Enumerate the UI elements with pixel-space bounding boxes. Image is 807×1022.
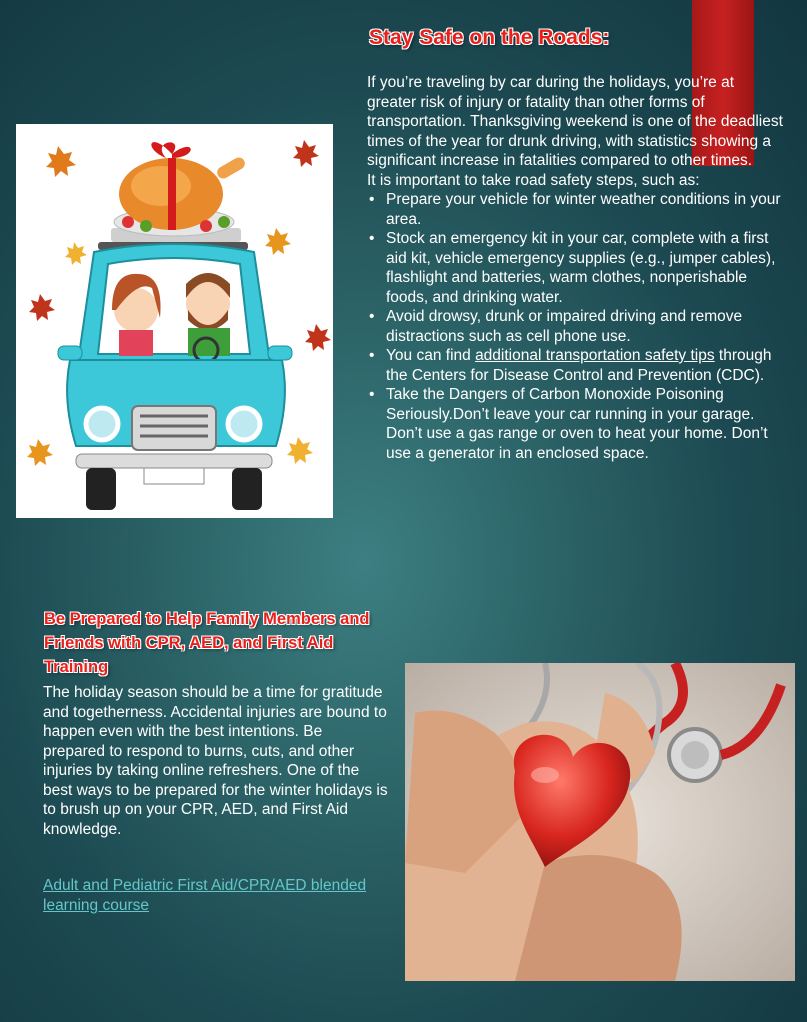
list-item: • Prepare your vehicle for winter weather conditions in your area. — [367, 190, 787, 229]
cpr-section-body: The holiday season should be a time for gratitude and togetherness. Accidental injuries are bound to happen even with the best intentions. Be prepared to respond to burns, cuts, and other injuries by taking online refreshers. One of the best ways to be prepared for the winter holidays is to brush up on your CPR, AED, and First Aid knowledge. — [43, 684, 388, 838]
list-item — [367, 346, 787, 385]
first-aid-course-link[interactable]: Adult and Pediatric First Aid/CPR/AED blended learning course — [43, 877, 367, 914]
car-illustration — [16, 124, 333, 518]
list-item: • Avoid drowsy, drunk or impaired driving and remove distractions such as cell phone use. — [367, 307, 787, 346]
road-safety-intro: If you’re traveling by car during the holidays, you’re at greater risk of injury or fatality than other forms of transportation. Thanksgiving weekend is one of the deadliest times of the year for drunk driving, with statistics showing a significant increase in fatalities compared to other times. — [367, 74, 783, 169]
car-illustration-svg — [16, 124, 333, 518]
road-safety-body — [367, 73, 787, 463]
road-safety-title: Stay Safe on the Roads: — [369, 26, 610, 49]
hands-heart-photo-svg — [405, 663, 795, 981]
transportation-safety-tips-link[interactable]: additional transportation safety tips — [475, 347, 715, 364]
list-item: • Take the Dangers of Carbon Monoxide Poisoning Seriously.Don’t leave your car running in your garage. Don’t use a gas range or oven to heat your home. Don’t use a generator in an enclosed space. — [367, 385, 787, 463]
cpr-section-title: Be Prepared to Help Family Members and Friends with CPR, AED, and First Aid Training — [44, 610, 370, 676]
road-safety-list — [367, 190, 787, 463]
hands-heart-photo — [405, 663, 795, 981]
car-icon — [58, 244, 292, 510]
bullet-text-post: through the Centers for Disease Control and Prevention (CDC). — [386, 347, 772, 384]
turkey-icon — [111, 142, 247, 242]
bullet-text-pre: You can find — [386, 347, 476, 364]
road-safety-lead: It is important to take road safety steps, such as: — [367, 171, 700, 189]
list-item: • Stock an emergency kit in your car, complete with a first aid kit, vehicle emergency supplies (e.g., jumper cables), flashlight and batteries, warm clothes, nonperishable foods, and drinking water. — [367, 229, 787, 307]
